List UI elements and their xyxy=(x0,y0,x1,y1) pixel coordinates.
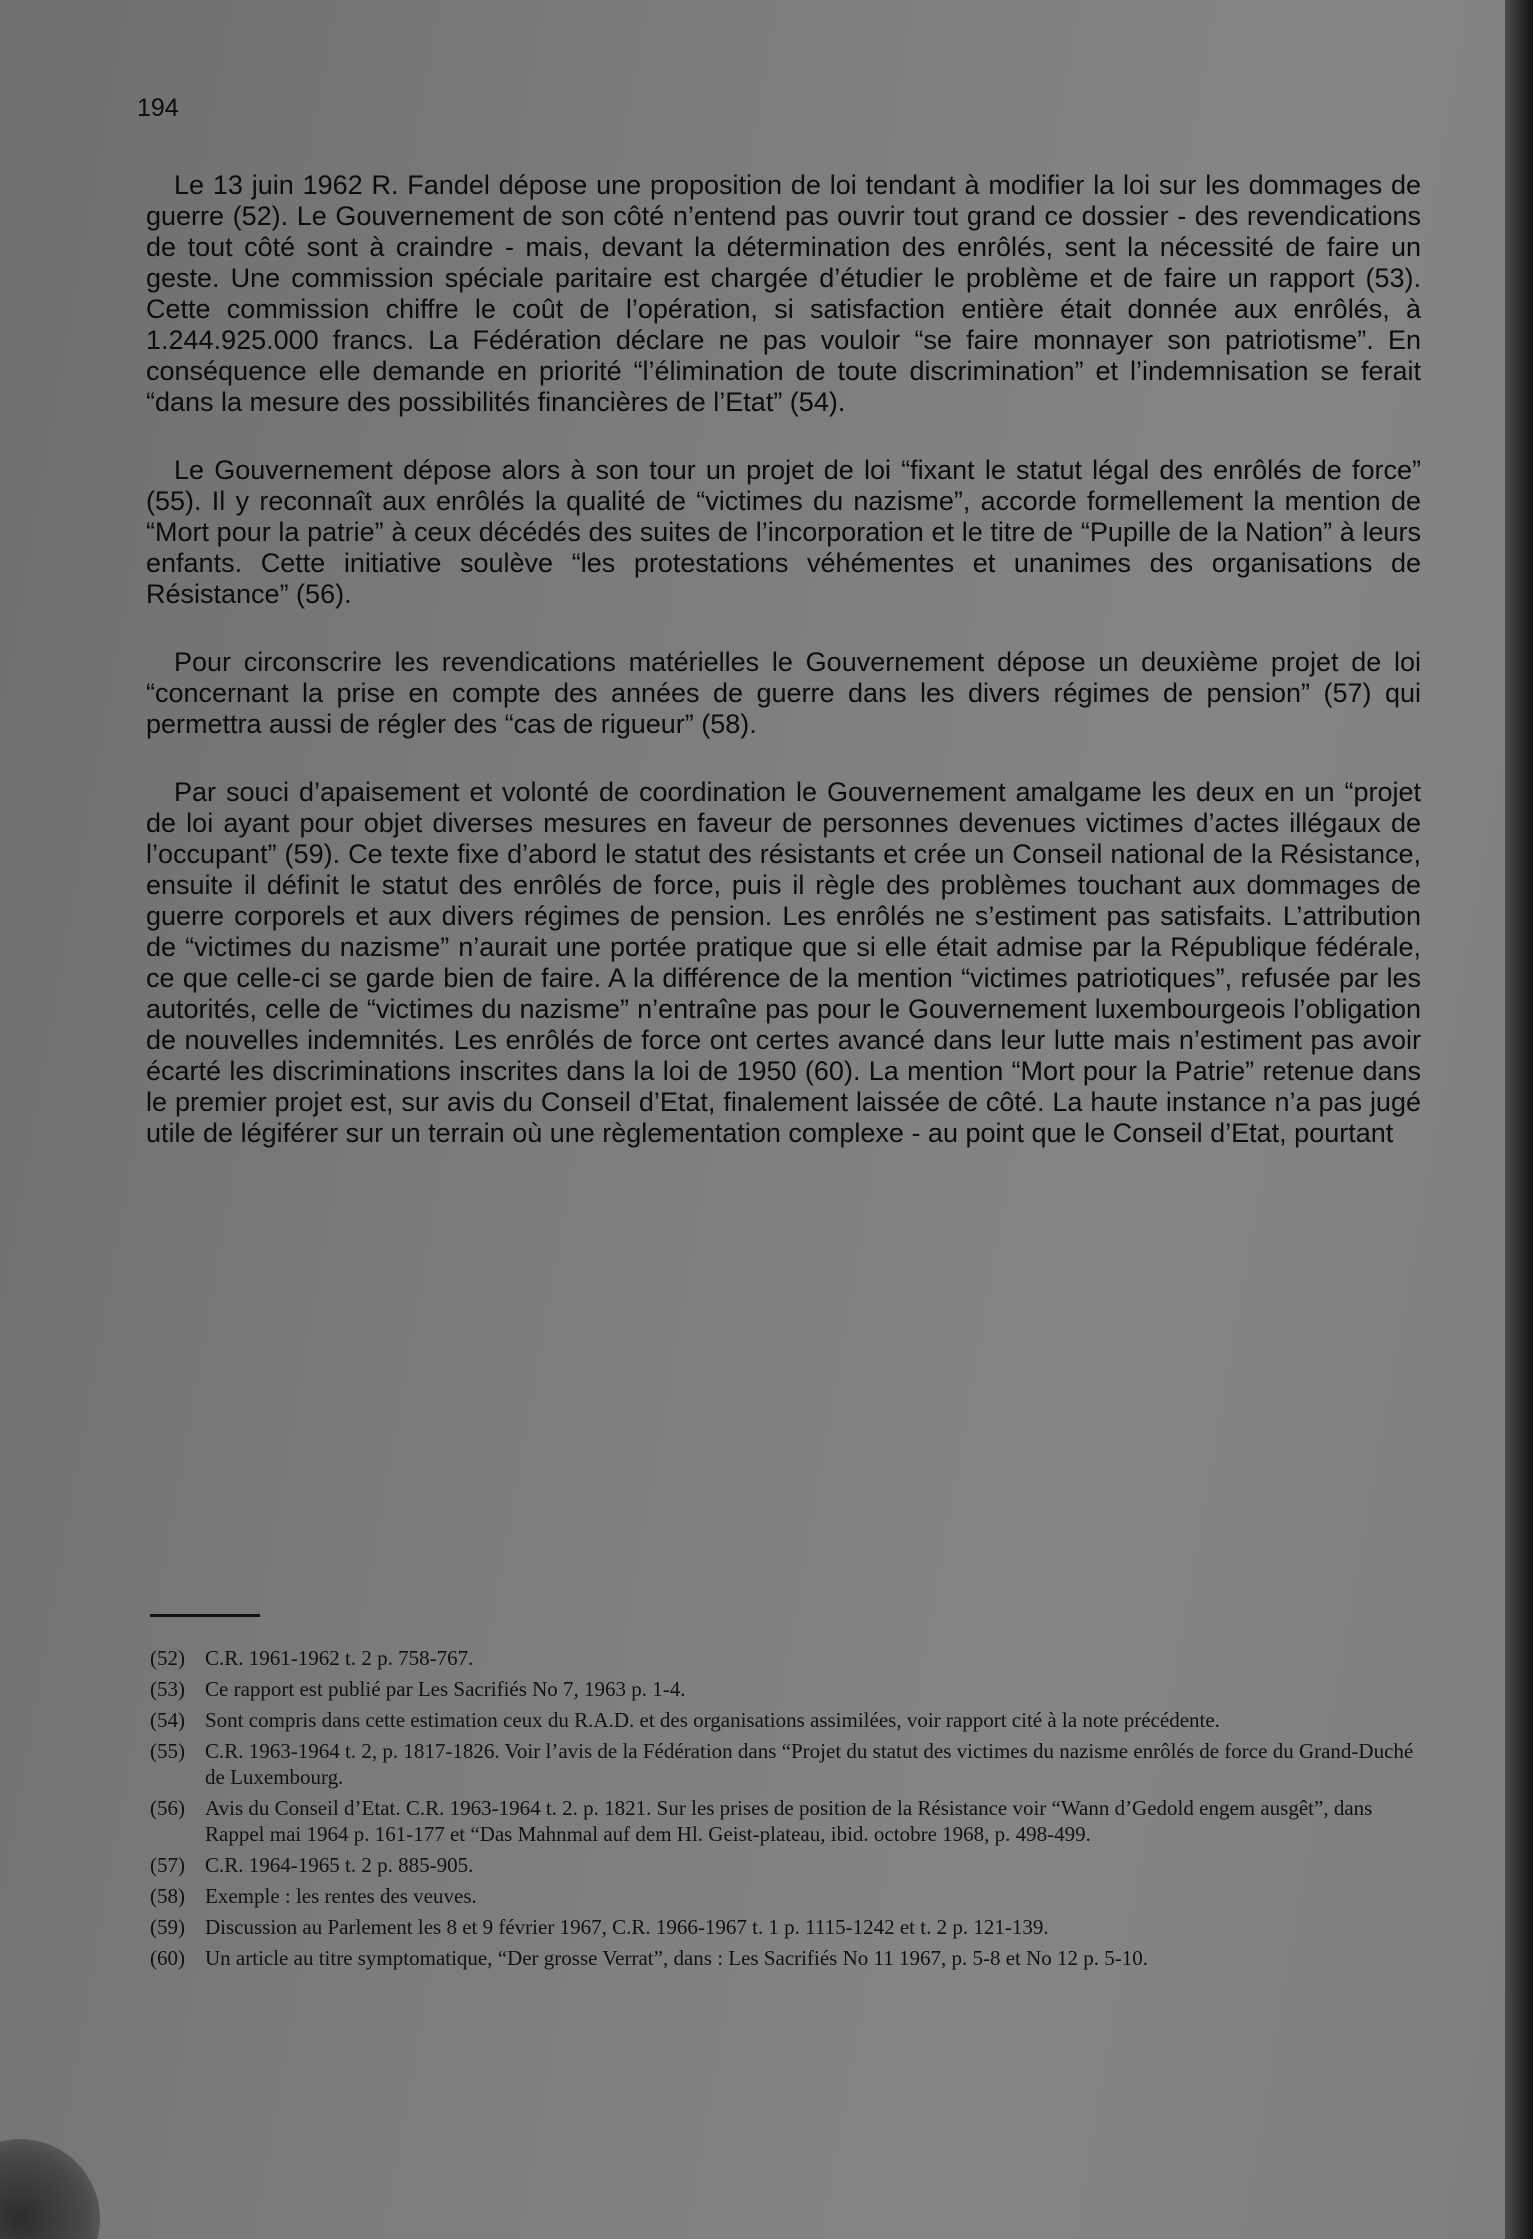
footnote-divider xyxy=(150,1614,260,1617)
footnote-text: Discussion au Parlement les 8 et 9 février 1967, C.R. 1966-1967 t. 1 p. 1115-1242 et t. 2 p. 121-139. xyxy=(205,1915,1049,1939)
footnote-text: Ce rapport est publié par Les Sacrifiés No 7, 1963 p. 1-4. xyxy=(205,1677,686,1701)
footnote-text: C.R. 1964-1965 t. 2 p. 885-905. xyxy=(205,1853,474,1877)
paragraph: Le 13 juin 1962 R. Fandel dépose une proposition de loi tendant à modifier la loi sur les dommages de guerre (52). Le Gouvernement de son côté n’entend pas ouvrir tout grand ce dossier - des revendications de tout côté sont à craindre - mais, devant la détermination des enrôlés, sent la nécessité de faire un geste. Une commission spéciale paritaire est chargée d’étudier le problème et de faire un rapport (53). Cette commission chiffre le coût de l’opération, si satisfaction entière était donnée aux enrôlés, à 1.244.925.000 francs. La Fédération déclare ne pas vouloir “se faire monnayer son patriotisme”. En conséquence elle demande en priorité “l’élimination de toute discrimination” et l’indemnisation se ferait “dans la mesure des possibilités financières de l’Etat” (54). xyxy=(146,170,1421,417)
footnote-text: Avis du Conseil d’Etat. C.R. 1963-1964 t. 2. p. 1821. Sur les prises de position de la Résistance voir “Wann d’Gedold engem ausgêt”, dans Rappel mai 1964 p. 161-177 et “Das Mahnmal auf dem Hl. Geist-plateau, ibid. octobre 1968, p. 498-499. xyxy=(205,1796,1373,1846)
footnote-number: (52) xyxy=(150,1646,185,1670)
paragraph: Par souci d’apaisement et volonté de coordination le Gouvernement amalgame les deux en un “projet de loi ayant pour objet diverses mesures en faveur de personnes devenues victimes d’actes illégaux de l’occupant” (59). Ce texte fixe d’abord le statut des résistants et crée un Conseil national de la Résistance, ensuite il définit le statut des enrôlés de force, puis il règle des problèmes touchant aux dommages de guerre corporels et aux divers régimes de pension. Les enrôlés ne s’estiment pas satisfaits. L’attribution de “victimes du nazisme” n’aurait une portée pratique que si elle était admise par la République fédérale, ce que celle-ci se garde bien de faire. A la différence de la mention “victimes patriotiques”, refusée par les autorités, celle de “victimes du nazisme” n’entraîne pas pour le Gouvernement luxembourgeois l’obligation de nouvelles indemnités. Les enrôlés de force ont certes avancé dans leur lutte mais n’estiment pas avoir écarté les discriminations inscrites dans la loi de 1950 (60). La mention “Mort pour la Patrie” retenue dans le premier projet est, sur avis du Conseil d’Etat, finalement laissée de côté. La haute instance n’a pas jugé utile de légiférer sur un terrain où une règlementation complexe - au point que le Conseil d’Etat, pourtant xyxy=(146,777,1421,1148)
body-text xyxy=(146,170,1421,1186)
footnote xyxy=(150,1852,1420,1878)
footnote-number: (58) xyxy=(150,1884,185,1908)
footnote-text: Un article au titre symptomatique, “Der grosse Verrat”, dans : Les Sacrifiés No 11 1967, p. 5-8 et No 12 p. 5-10. xyxy=(205,1946,1149,1970)
paragraph: Le Gouvernement dépose alors à son tour un projet de loi “fixant le statut légal des enrôlés de force” (55). Il y reconnaît aux enrôlés la qualité de “victimes du nazisme”, accorde formellement la mention de “Mort pour la patrie” à ceux décédés des suites de l’incorporation et le titre de “Pupille de la Nation” à leurs enfants. Cette initiative soulève “les protestations véhémentes et unanimes des organisations de Résistance” (56). xyxy=(146,455,1421,609)
footnote-text: C.R. 1961-1962 t. 2 p. 758-767. xyxy=(205,1646,474,1670)
page-corner-shadow xyxy=(0,2139,100,2239)
footnotes xyxy=(150,1645,1420,1976)
footnote xyxy=(150,1676,1420,1702)
footnote xyxy=(150,1645,1420,1671)
footnote xyxy=(150,1883,1420,1909)
footnote xyxy=(150,1707,1420,1733)
footnote-number: (55) xyxy=(150,1739,185,1763)
footnote-number: (57) xyxy=(150,1853,185,1877)
footnote xyxy=(150,1738,1420,1790)
footnote-number: (56) xyxy=(150,1796,185,1820)
page-number: 194 xyxy=(137,94,179,122)
page-edge-shadow xyxy=(1505,0,1533,2239)
footnote xyxy=(150,1945,1420,1971)
footnote xyxy=(150,1795,1420,1847)
footnote xyxy=(150,1914,1420,1940)
footnote-number: (53) xyxy=(150,1677,185,1701)
footnote-text: C.R. 1963-1964 t. 2, p. 1817-1826. Voir l’avis de la Fédération dans “Projet du statut des victimes du nazisme enrôlés de force du Grand-Duché de Luxembourg. xyxy=(205,1739,1414,1789)
footnote-text: Sont compris dans cette estimation ceux du R.A.D. et des organisations assimilées, voir rapport cité à la note précédente. xyxy=(205,1708,1220,1732)
paragraph: Pour circonscrire les revendications matérielles le Gouvernement dépose un deuxième projet de loi “concernant la prise en compte des années de guerre dans les divers régimes de pension” (57) qui permettra aussi de régler des “cas de rigueur” (58). xyxy=(146,647,1421,739)
footnote-text: Exemple : les rentes des veuves. xyxy=(205,1884,477,1908)
footnote-number: (60) xyxy=(150,1946,185,1970)
footnote-number: (59) xyxy=(150,1915,185,1939)
footnote-number: (54) xyxy=(150,1708,185,1732)
